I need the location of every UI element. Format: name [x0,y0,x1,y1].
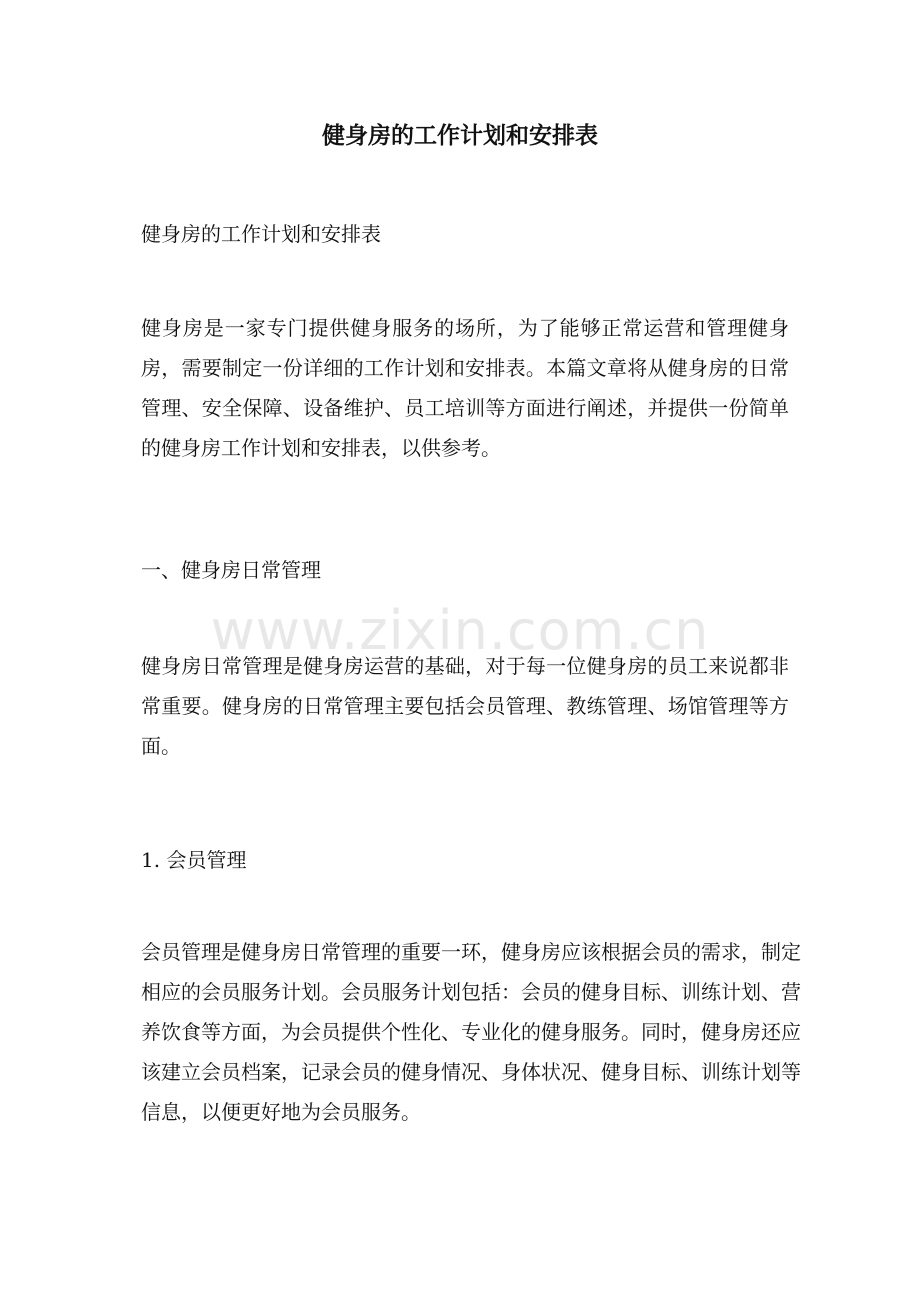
intro-paragraph: 健身房是一家专门提供健身服务的场所，为了能够正常运营和管理健身房，需要制定一份详细的工作计划和安排表。本篇文章将从健身房的日常管理、安全保障、设备维护、员工培训等方面进行阐述，并提供一份简单的健身房工作计划和安排表，以供参考。 [141,316,789,460]
daily-management-paragraph: 健身房日常管理是健身房运营的基础，对于每一位健身房的员工来说都非常重要。健身房的日常管理主要包括会员管理、教练管理、场馆管理等方面。 [141,654,789,758]
subsection-heading-member-management: 1. 会员管理 [141,848,247,872]
document-subtitle: 健身房的工作计划和安排表 [141,222,381,246]
watermark: www.zixin.com.cn [210,599,710,662]
document-title: 健身房的工作计划和安排表 [322,122,598,149]
section-heading-daily-management: 一、健身房日常管理 [141,558,321,582]
member-management-paragraph: 会员管理是健身房日常管理的重要一环，健身房应该根据会员的需求，制定相应的会员服务计划。会员服务计划包括：会员的健身目标、训练计划、营养饮食等方面，为会员提供个性化、专业化的健身服务。同时，健身房还应该建立会员档案，记录会员的健身情况、身体状况、健身目标、训练计划等信息，以便更好地为会员服务。 [141,940,801,1124]
